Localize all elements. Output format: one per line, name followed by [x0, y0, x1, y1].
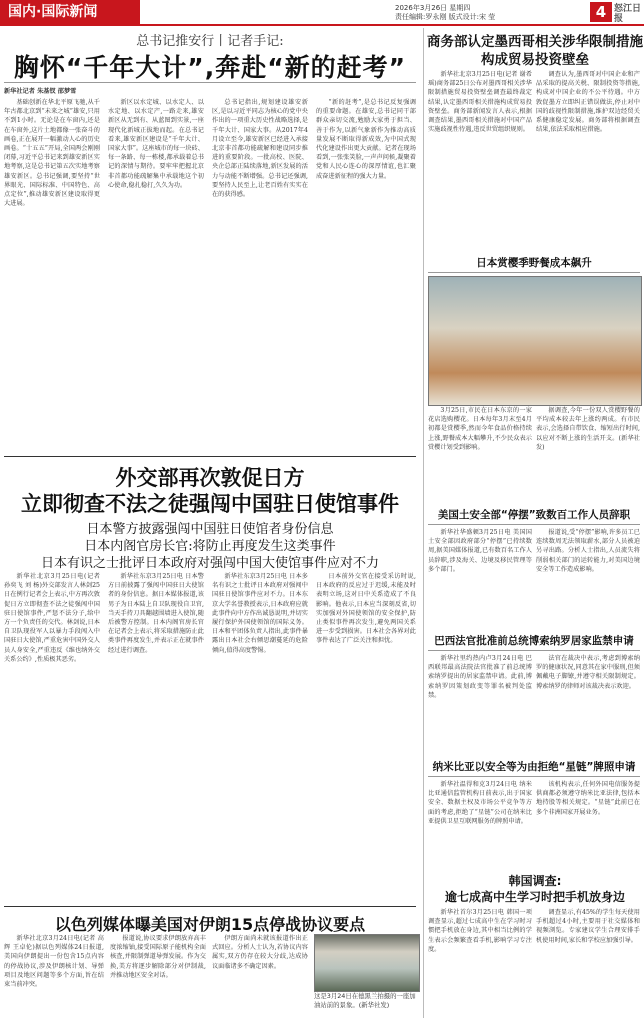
iran-col-3: 伊朗方面尚未就该报道作出正式回应。分析人士认为,若协议内容属实,双方仍存在较大分歧,达成协议面临诸多不确定因素。 [212, 935, 308, 970]
sakura-col-1: 3月25日,市民在日本东京的一家花店选购樱花。日本每年3月末至4月初都是赏樱季,然而今年食品价格持续上涨,野餐成本大幅攀升,不少民众表示赏樱计划受到影响。 [428, 407, 532, 451]
us-jobs-col-2: 报道说,受“停摆”影响,许多员工已连续数周无法领取薪水,部分人员被迫另寻出路。分析人士指出,人员流失将削弱相关部门的运转能力,对美国边境安全等工作造成影响。 [536, 529, 640, 573]
lead-col-3: 总书记指出,规划建设雄安新区,是以习近平同志为核心的党中央作出的一项重大历史性战略选择,是千年大计、国家大事。从2017年4月设立至今,雄安新区已经进入承接北京非首都功能疏解和建设同步推进的重要阶段。一批高校、医院、央企总部正陆续落地,新区发展的活力与动能不断增强。总书记还强调,要坚持人民至上,让老百姓有实实在在的获得感。 [212, 99, 308, 199]
korea-col-1: 新华社首尔3月25日电 韩国一项调查显示,超过七成高中生在学习时习惯把手机放在身边,其中相当比例的学生表示会频繁查看手机,影响学习专注度。 [428, 909, 532, 953]
lead-rule [4, 82, 416, 83]
namibia-title: 纳米比亚以安全等为由拒绝“星链”牌照申请 [428, 758, 640, 777]
section-header: 国内·国际新闻 [0, 0, 140, 24]
sakura-col-2: 据调查,今年一份双人赏樱野餐的平均成本较去年上涨约两成。有市民表示,会选择自带饮食、缩短出行时间,以应对不断上涨的生活开支。(新华社发) [536, 407, 640, 451]
lead-col-2: 新区以水定城、以水定人、以水定地、以水定产,一路走来,雄安新区从无到有、从蓝图到实景,一座现代化新城正拔地而起。在总书记看来,雄安新区建设是“千年大计、国家大事”。这座城市的每一块砖、每一条路、每一栋楼,都承载着总书记的深情与期待。要牢牢把握北京非首都功能疏解集中承载地这个初心使命,稳扎稳打,久久为功。 [108, 99, 204, 189]
section-rule-2 [4, 906, 416, 907]
korea-title-2: 逾七成高中生学习时把手机放身边 [444, 890, 625, 904]
mexico-title-2: 构成贸易投资壁垒 [481, 52, 589, 68]
brazil-col-1: 新华社里约热内卢3月24日电 巴西联邦最高法院法官批准了前总统博索纳罗提出的居家监禁申请。此前,博索纳罗因策划政变等罪名被判处监禁。 [428, 655, 532, 699]
mexico-col-1: 新华社北京3月25日电(记者 谢希瑶)商务部25日公布对墨西哥相关涉华限制措施贸易投资壁垒调查最终裁定结果,认定墨西哥相关措施构成贸易投资壁垒。商务部新闻发言人表示,根据调查结果,墨西哥相关措施对中国产品实施歧视性待遇,违反世贸组织规则。 [428, 71, 532, 134]
lead-byline: 新华社记者 朱基钗 邵梦雪 [4, 88, 77, 95]
mexico-col-2: 调查认为,墨西哥对中国企业和产品采取的提高关税、限制投资等措施,构成对中国企业的不公平待遇。中方敦促墨方立即纠正错误做法,停止对中国的歧视性限制措施,维护双边经贸关系健康稳定发展。商务部将根据调查结果,依法采取相应措施。 [536, 71, 640, 134]
korea-col-2: 调查显示,有45%的学生每天使用手机超过4小时,主要用于社交媒体和视频浏览。专家建议学生合理安排手机使用时间,家长和学校应加强引导。 [536, 909, 640, 944]
us-jobs-col-1: 新华社华盛顿3月25日电 美国国土安全部因政府部分“停摆”已持续数周,据美国媒体报道,已有数百名工作人员辞职,涉及海关、边境及移民管理等多个部门。 [428, 529, 532, 573]
cj-deck-3: 日本有识之士批评日本政府对强闯中国大使馆事件应对不力 [40, 556, 379, 571]
header-meta [395, 4, 585, 22]
lead-title: 胸怀“千年大计”,奔赴“新的赶考” [13, 53, 407, 82]
page-number: 4 [590, 2, 612, 22]
namibia-col-2: 该机构表示,任何外国电信服务提供商都必须遵守纳米比亚法律,包括本地持股等相关规定。“星链”此前已在多个非洲国家开展业务。 [536, 781, 640, 816]
cj-title-2: 立即彻查不法之徒强闯中国驻日使馆事件 [21, 492, 399, 516]
korea-title-1: 韩国调查: [508, 874, 562, 888]
cj-deck-1: 日本警方披露强闯中国驻日使馆者身份信息 [86, 522, 334, 537]
lead-col-1: 基础创新在华北平原飞驰,从千年古都北京到“未来之城”雄安,只用不到1小时。无论是在车窗内,还是在车窗外,这片土地都像一张奋斗的画卷,正在展开一幅激动人心的历史画卷。“十五五”开局,全国两会刚刚闭幕,习近平总书记来到雄安新区实地考察,这是总书记第五次实地考察雄安新区。总书记强调,要坚持“世界眼光、国际标准、中国特色、高点定位”,推动雄安新区建设取得更大进展。 [4, 99, 100, 208]
photo-caption: 这是3月24日在德黑兰拍摄的一座加油站前的景象。(新华社发) [314, 992, 416, 1009]
cj-title-1: 外交部再次敦促日方 [115, 466, 305, 490]
gas-station-photo [314, 934, 420, 992]
brazil-title: 巴西法官批准前总统博索纳罗居家监禁申请 [428, 632, 640, 651]
column-divider [423, 28, 424, 1018]
iran-col-1: 新华社北京3月24日电(记者 高 辉 王卓伦)据以色列媒体24日报道,美国向伊朗提出一份包含15点内容的停战协议,涉及伊朗核计划、导弹项目及地区问题等多个方面,旨在结束当前冲突。 [4, 935, 104, 989]
issue-date: 2026年3月26日 星期四 [395, 4, 471, 12]
sakura-photo [428, 276, 642, 406]
iran-col-2: 报道说,协议要求伊朗放弃高丰度浓缩铀,接受国际原子能机构全面核查,并限制弹道导弹发展。作为交换,美方将逐步解除部分对伊制裁,并推动地区安全对话。 [110, 935, 206, 979]
paper-name: 怒江日报 [614, 4, 642, 24]
sakura-bar: 日本赏樱季野餐成本飙升 [428, 254, 640, 273]
section-rule [4, 456, 416, 457]
cj-col-2: 新华社东京3月25日电 日本警方日前披露了强闯中国驻日大使馆者的身份信息。据日本媒体报道,该男子为日本陆上自卫队现役自卫官,当天手持刀具翻越围墙进入使馆,随后被警方控制。日本内阁官房长官在记者会上表示,将采取措施防止此类事件再度发生,并表示正在就事件经过进行调查。 [108, 573, 204, 654]
cj-col-4: 日本前外交官在接受采访时说,日本政府的反应过于迟缓,未能及时表明立场,这对日中关系造成了不良影响。他表示,日本应当深刻反省,切实加强对外国使领馆的安全保护,防止类似事件再次发生,避免两国关系进一步受到损害。日本社会各界对此事件表达了广泛关注和担忧。 [316, 573, 416, 645]
mexico-title-1: 商务部认定墨西哥相关涉华限制措施 [427, 34, 643, 50]
editor-credits: 责任编辑:罗永刚 版式设计:宋 莹 [395, 13, 496, 21]
iran-title: 以色列媒体曝美国对伊朗15点停战协议要点 [54, 915, 366, 934]
cj-col-1: 新华社北京3月25日电(记者 孙奕飞 刘 杨)外交部发言人林剑25日在例行记者会上表示,中方再次敦促日方立即彻查不法之徒强闯中国驻日使馆事件,严惩不法分子,给中方一个负责任的交代。林剑说,日本自卫队现役军人以暴力手段闯入中国驻日大使馆,严重危害中国外交人员人身安全,严重违反《维也纳外交关系公约》,性质极其恶劣。 [4, 573, 100, 663]
header-rule [0, 24, 644, 26]
brazil-col-2: 法官在裁决中表示,考虑到博索纳罗的健康状况,同意其在家中服刑,但须佩戴电子脚镣,并遵守相关限制规定。博索纳罗的律师对该裁决表示欢迎。 [536, 655, 640, 690]
us-jobs-title: 美国土安全部“停摆”致数百工作人员辞职 [428, 506, 640, 525]
lead-kicker: 总书记推安行丨记者手记: [136, 34, 284, 49]
namibia-col-1: 新华社温得和克3月24日电 纳米比亚通信监管机构日前表示,出于国家安全、数据主权及市场公平竞争等方面的考虑,拒绝了“星链”公司在纳米比亚提供卫星互联网服务的牌照申请。 [428, 781, 532, 825]
cj-deck-2: 日本内阁官房长官:将防止再度发生这类事件 [84, 539, 336, 554]
cj-col-3: 新华社东京3月25日电 日本多名有识之士批评日本政府对强闯中国驻日使馆事件应对不力。日本东京大学名誉教授表示,日本政府应就此事件向中方作出诚恳说明,并切实履行保护外国使领馆的国际义务。日本和平团体负责人指出,此事件暴露出日本社会右倾思潮蔓延的危险倾向,值得高度警惕。 [212, 573, 308, 654]
lead-col-4: “新的赶考”,是总书记反复强调的重要命题。在雄安,总书记同干部群众亲切交流,勉励大家勇于担当、善于作为,以新气象新作为推动高质量发展不断取得新成效,为中国式现代化建设作出更大贡献。记者在现场看到,一张张笑脸,一声声问候,凝聚着党和人民心连心的深厚情谊,也汇聚成奋进新征程的强大力量。 [316, 99, 416, 180]
